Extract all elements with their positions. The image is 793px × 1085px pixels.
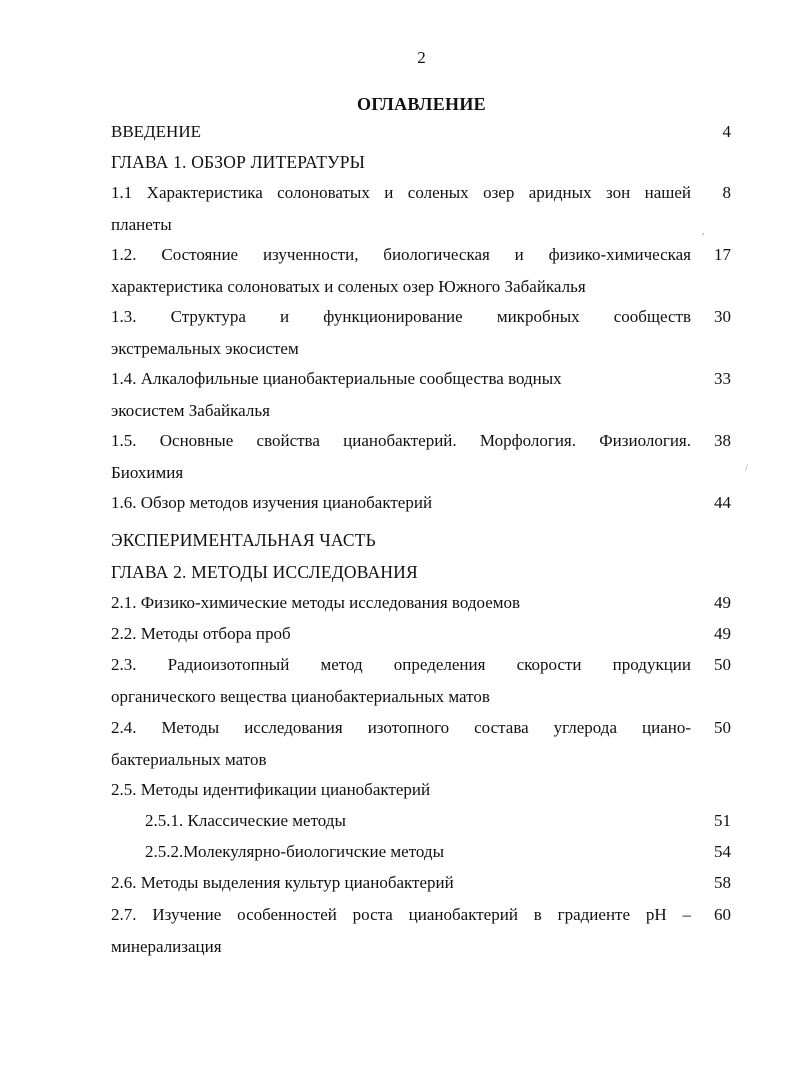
toc-section-title: ЭКСПЕРИМЕНТАЛЬНАЯ ЧАСТЬ (111, 530, 376, 550)
toc-chapter-2 (111, 562, 731, 594)
toc-entry-1-5 (111, 431, 731, 495)
toc-entry-title: 1.4. Алкалофильные цианобактериальные сообщества водных (111, 369, 562, 388)
toc-entry-title-continued: Биохимия (111, 463, 184, 482)
toc-entry-page: 17 (714, 245, 731, 264)
toc-entry-title-continued: органического вещества цианобактериальных матов (111, 687, 490, 706)
toc-entry-page: 44 (714, 493, 731, 512)
toc-entry-2-1 (111, 593, 731, 625)
toc-entry-title: 1.2. Состояние изученности, биологическая и физико-химическая (111, 245, 691, 264)
toc-entry-page: 58 (714, 873, 731, 892)
toc-entry-2-7 (111, 905, 731, 969)
toc-entry-2-3 (111, 655, 731, 719)
toc-entry-2-5 (111, 780, 731, 812)
toc-entry-1-6 (111, 493, 731, 525)
toc-entry-title-continued: характеристика солоноватых и соленых озер Южного Забайкалья (111, 277, 586, 296)
toc-entry-title: 1.6. Обзор методов изучения цианобактерий (111, 493, 433, 512)
toc-entry-page: 4 (722, 122, 731, 141)
toc-entry-title: 2.5.2.Молекулярно-биологичские методы (145, 842, 444, 861)
toc-chapter-title: ГЛАВА 1. ОБЗОР ЛИТЕРАТУРЫ (111, 152, 366, 172)
toc-entry-title: 1.3. Структура и функционирование микробных сообществ (111, 307, 691, 326)
toc-entry-2-6 (111, 873, 731, 905)
toc-entry-1-1 (111, 183, 731, 247)
toc-entry-2-5-1 (111, 811, 731, 843)
toc-entry-page: 30 (714, 307, 731, 326)
toc-entry-title: 1.5. Основные свойства цианобактерий. Морфология. Физиология. (111, 431, 691, 450)
scan-speck: , (702, 226, 705, 237)
scan-speck: / (745, 463, 748, 474)
toc-entry-title: 2.5. Методы идентификации цианобактерий (111, 780, 431, 799)
toc-entry-page: 50 (714, 718, 731, 737)
toc-entry-title: 2.3. Радиоизотопный метод определения скорости продукции (111, 655, 691, 674)
toc-entry-title-continued: планеты (111, 215, 172, 234)
toc-entry-title-continued: бактериальных матов (111, 750, 267, 769)
toc-entry-title: 2.1. Физико-химические методы исследования водоемов (111, 593, 521, 612)
toc-chapter-1 (111, 152, 731, 184)
toc-entry-title: ВВЕДЕНИЕ (111, 122, 201, 141)
page-number: 2 (417, 48, 426, 67)
toc-entry-2-5-2 (111, 842, 731, 874)
toc-entry-2-4 (111, 718, 731, 782)
toc-entry-title: 2.5.1. Классические методы (145, 811, 346, 830)
toc-entry-1-3 (111, 307, 731, 371)
toc-entry-title: 2.7. Изучение особенностей роста цианобактерий в градиенте pH – (111, 905, 691, 924)
toc-entry-2-2 (111, 624, 731, 656)
toc-section-experimental (111, 530, 731, 562)
toc-entry-title: 1.1 Характеристика солоноватых и соленых озер аридных зон нашей (111, 183, 691, 202)
toc-entry-page: 51 (714, 811, 731, 830)
toc-entry-title: 2.6. Методы выделения культур цианобактерий (111, 873, 454, 892)
toc-entry-page: 49 (714, 593, 731, 612)
toc-entry-page: 38 (714, 431, 731, 450)
toc-entry-page: 8 (722, 183, 731, 202)
toc-entry-title: 2.4. Методы исследования изотопного состава углерода циано- (111, 718, 691, 737)
toc-entry-page: 49 (714, 624, 731, 643)
toc-entry-1-4 (111, 369, 731, 433)
toc-entry-page: 50 (714, 655, 731, 674)
page-title: ОГЛАВЛЕНИЕ (357, 94, 486, 114)
toc-entry-title-continued: экосистем Забайкалья (111, 401, 270, 420)
toc-entry-title-continued: экстремальных экосистем (111, 339, 299, 358)
toc-entry-page: 54 (714, 842, 731, 861)
toc-entry-page: 33 (714, 369, 731, 388)
toc-chapter-title: ГЛАВА 2. МЕТОДЫ ИССЛЕДОВАНИЯ (111, 562, 418, 582)
toc-entry-title: 2.2. Методы отбора проб (111, 624, 291, 643)
toc-entry-page: 60 (714, 905, 731, 924)
toc-entry-introduction (111, 122, 731, 154)
toc-entry-1-2 (111, 245, 731, 309)
toc-entry-title-continued: минерализация (111, 937, 222, 956)
